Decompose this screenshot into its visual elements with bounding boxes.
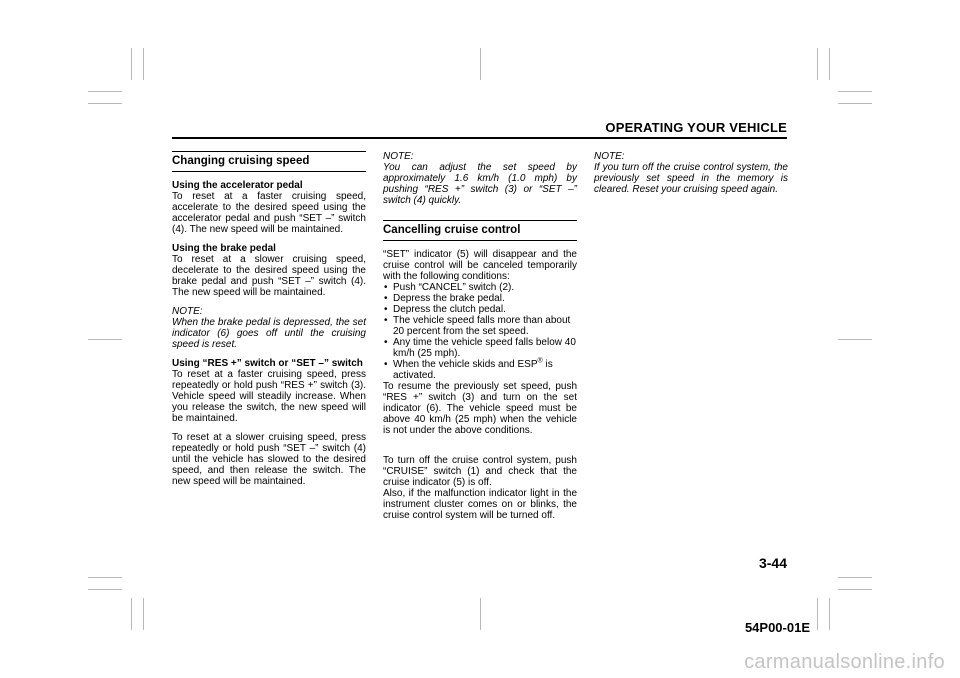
page-number: 3-44: [758, 555, 787, 571]
list-item-esp: [383, 359, 577, 381]
crop-mark: [131, 598, 132, 630]
heading-cancelling-cruise-control: Cancelling cruise control: [383, 220, 577, 241]
crop-mark: [480, 598, 481, 630]
watermark: carmanualsonline.info: [744, 651, 945, 673]
note-label: NOTE:: [594, 151, 625, 162]
crop-mark: [829, 598, 830, 630]
note-label: NOTE:: [172, 306, 203, 317]
paragraph-accelerator-pedal: To reset at a faster cruising speed, accelerate to the desired speed using the accelerator pedal and push “SET –” switch (4). The new speed will be maintained.: [172, 191, 366, 235]
crop-mark: [838, 577, 872, 578]
cancel-conditions-list: [383, 282, 577, 381]
document-code: 54P00-01E: [744, 620, 810, 635]
esp-text: When the vehicle skids and ESP: [393, 359, 538, 370]
crop-mark: [838, 103, 872, 104]
paragraph-set-switch: To reset at a slower cruising speed, press repeatedly or hold push “SET –” switch (4) until the vehicle has slowed to the desired speed, and then release the switch. The new speed will be maintained.: [172, 432, 366, 487]
crop-mark: [88, 91, 122, 92]
heading-changing-cruising-speed: Changing cruising speed: [172, 151, 366, 172]
subheading-res-set-switch: Using “RES +” switch or “SET –” switch: [172, 358, 363, 369]
crop-mark: [817, 598, 818, 630]
crop-mark: [838, 91, 872, 92]
registered-mark: ®: [537, 357, 543, 365]
paragraph-res-switch: To reset at a faster cruising speed, press repeatedly or hold push “RES +” switch (3). Vehicle speed will steadily increase. When you release the switch, the new speed will be maintained.: [172, 369, 366, 424]
crop-mark: [480, 48, 481, 80]
crop-mark: [143, 598, 144, 630]
column-3: [594, 151, 788, 203]
column-1: [172, 151, 366, 495]
list-item: • Push “CANCEL” switch (2).: [383, 282, 577, 293]
column-2: [383, 151, 577, 529]
paragraph-resume: To resume the previously set speed, push “RES +” switch (3) and turn on the set indicator (6). The vehicle speed must be above 40 km/h (25 mph) when the vehicle is not under the above conditions.: [383, 381, 577, 436]
crop-mark: [88, 339, 122, 340]
crop-mark: [88, 577, 122, 578]
note-label: NOTE:: [383, 151, 414, 162]
note-memory-cleared: If you turn off the cruise control system, the previously set speed in the memory is cleared. Reset your cruising speed again.: [594, 162, 788, 195]
header-rule: [172, 137, 787, 139]
section-title: OPERATING YOUR VEHICLE: [605, 120, 787, 135]
paragraph-turn-off: To turn off the cruise control system, push “CRUISE” switch (1) and check that the cruise indicator (5) is off.: [383, 455, 577, 488]
paragraph-malfunction: Also, if the malfunction indicator light in the instrument cluster comes on or blinks, the cruise control system will be turned off.: [383, 488, 577, 521]
note-brake-pedal: When the brake pedal is depressed, the set indicator (6) goes off until the cruising speed is reset.: [172, 317, 366, 350]
list-item: • Depress the brake pedal.: [383, 293, 577, 304]
crop-mark: [88, 589, 122, 590]
esp-text-end: is activated.: [393, 359, 553, 381]
subheading-brake-pedal: Using the brake pedal: [172, 243, 276, 254]
paragraph-brake-pedal: To reset at a slower cruising speed, decelerate to the desired speed using the brake pedal and push “SET –” switch (4). The new speed will be maintained.: [172, 254, 366, 298]
crop-mark: [829, 48, 830, 80]
subheading-accelerator-pedal: Using the accelerator pedal: [172, 180, 303, 191]
crop-mark: [88, 103, 122, 104]
crop-mark: [817, 48, 818, 80]
paragraph-cancel-intro: “SET” indicator (5) will disappear and the cruise control will be canceled temporarily with the following conditions:: [383, 249, 577, 282]
crop-mark: [838, 339, 872, 340]
crop-mark: [838, 589, 872, 590]
list-item: • The vehicle speed falls more than about 20 percent from the set speed.: [383, 315, 577, 337]
list-item: • Depress the clutch pedal.: [383, 304, 577, 315]
crop-mark: [131, 48, 132, 80]
crop-mark: [143, 48, 144, 80]
list-item: • Any time the vehicle speed falls below 40 km/h (25 mph).: [383, 337, 577, 359]
note-adjust-speed: You can adjust the set speed by approximately 1.6 km/h (1.0 mph) by pushing “RES +” switch (3) or “SET –” switch (4) quickly.: [383, 162, 577, 206]
